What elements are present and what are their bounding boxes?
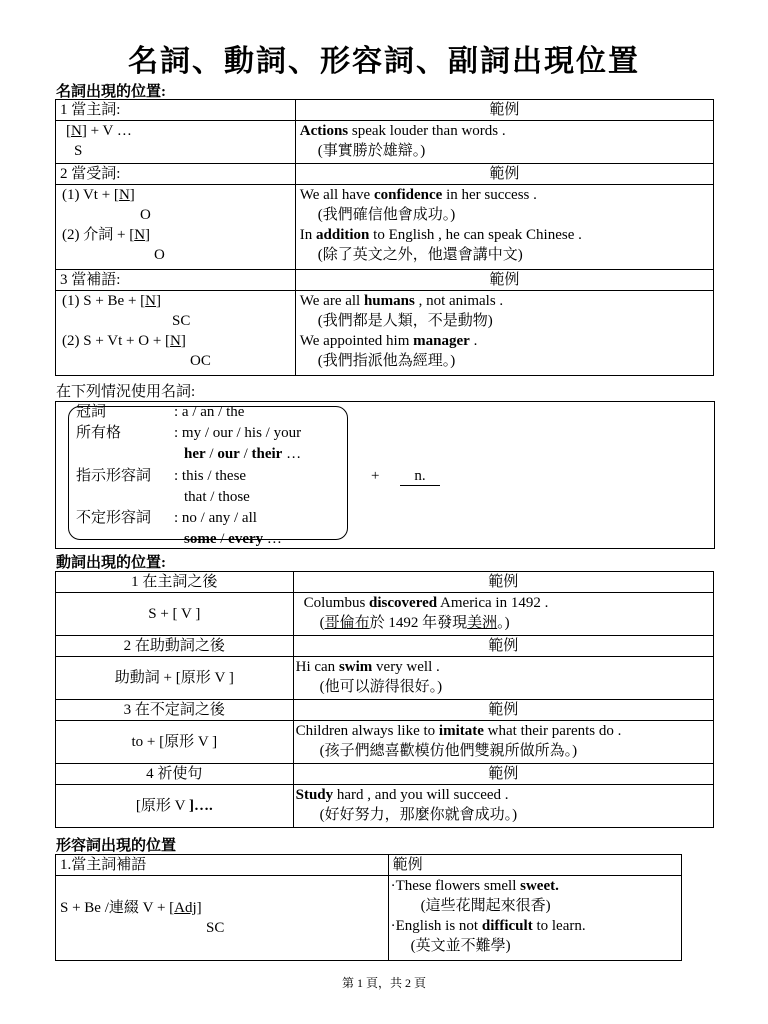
example-header: 範例 [295, 100, 713, 121]
plus-sign: + [371, 468, 380, 484]
verb-row4-formula: [原形 V ]…. [56, 785, 294, 828]
adj-row1-example: ·These flowers smell sweet. (這些花聞起來很香) ·English is not difficult to learn. (英文並不難學) [388, 876, 681, 961]
verb-row3-label: 3 在不定詞之後 [56, 700, 294, 721]
usage-list: 冠詞 : a / an / the 所有格 : my / our / his / your her / our / their … 指示形容詞 : this / these that / those 不定形容詞 : no / any / all some / every … [76, 404, 302, 548]
example-header: 範例 [295, 270, 713, 291]
example-header: 範例 [295, 164, 713, 185]
verb-row4-label: 4 祈使句 [56, 764, 294, 785]
example-header: 範例 [293, 636, 713, 657]
page-title: 名詞、動詞、形容詞、副詞出現位置 [128, 45, 640, 78]
usage-heading: 在下列情況使用名詞: [56, 384, 196, 400]
adj-row1-label: 1.當主詞補語 [56, 855, 389, 876]
noun-table [55, 99, 714, 376]
verb-row3-example: Children always like to imitate what their parents do . (孩子們總喜歡模仿他們雙親所做所為。) [293, 721, 713, 764]
adj-row1-formula: S + Be /連綴 V + [Adj] SC [56, 876, 389, 961]
noun-row1-label: 1 當主詞: [56, 100, 296, 121]
verb-row4-example: Study hard , and you will succeed . (好好努力，那麼你就會成功。) [293, 785, 713, 828]
verb-row1-label: 1 在主詞之後 [56, 572, 294, 593]
noun-row3-example: We are all humans , not animals . (我們都是人類，不是動物) We appointed him manager . (我們指派他為經理。) [295, 291, 713, 376]
example-header: 範例 [388, 855, 681, 876]
noun-row3-label: 3 當補語: [56, 270, 296, 291]
noun-row2-label: 2 當受詞: [56, 164, 296, 185]
verb-row1-formula: S + [ V ] [56, 593, 294, 636]
noun-row3-formula: (1) S + Be + [N] SC (2) S + Vt + O + [N] OC [56, 291, 296, 376]
verb-table [55, 571, 714, 828]
verb-row1-example: Columbus discovered America in 1492 . (哥倫布於 1492 年發現美洲。) [293, 593, 713, 636]
verb-section-heading: 動詞出現的位置: [56, 555, 166, 571]
noun-row2-example: We all have confidence in her success . (我們確信他會成功。) In addition to English , he can speak Chinese . (除了英文之外，他還會講中文) [295, 185, 713, 270]
noun-placeholder: n. [400, 468, 440, 486]
verb-row2-label: 2 在助動詞之後 [56, 636, 294, 657]
page-footer: 第 1 頁，共 2 頁 [341, 976, 426, 990]
adj-table [55, 854, 682, 961]
noun-row1-example: Actions speak louder than words . (事實勝於雄辯。) [295, 121, 713, 164]
example-header: 範例 [293, 764, 713, 785]
noun-row2-formula: (1) Vt + [N] O (2) 介詞 + [N] O [56, 185, 296, 270]
example-header: 範例 [293, 700, 713, 721]
noun-section-heading: 名詞出現的位置: [56, 84, 166, 100]
verb-row2-example: Hi can swim very well . (他可以游得很好。) [293, 657, 713, 700]
usage-box [55, 401, 715, 549]
verb-row3-formula: to + [原形 V ] [56, 721, 294, 764]
adj-section-heading: 形容詞出現的位置 [56, 838, 177, 854]
example-header: 範例 [293, 572, 713, 593]
verb-row2-formula: 助動詞 + [原形 V ] [56, 657, 294, 700]
noun-row1-formula: [N] + V … S [56, 121, 296, 164]
